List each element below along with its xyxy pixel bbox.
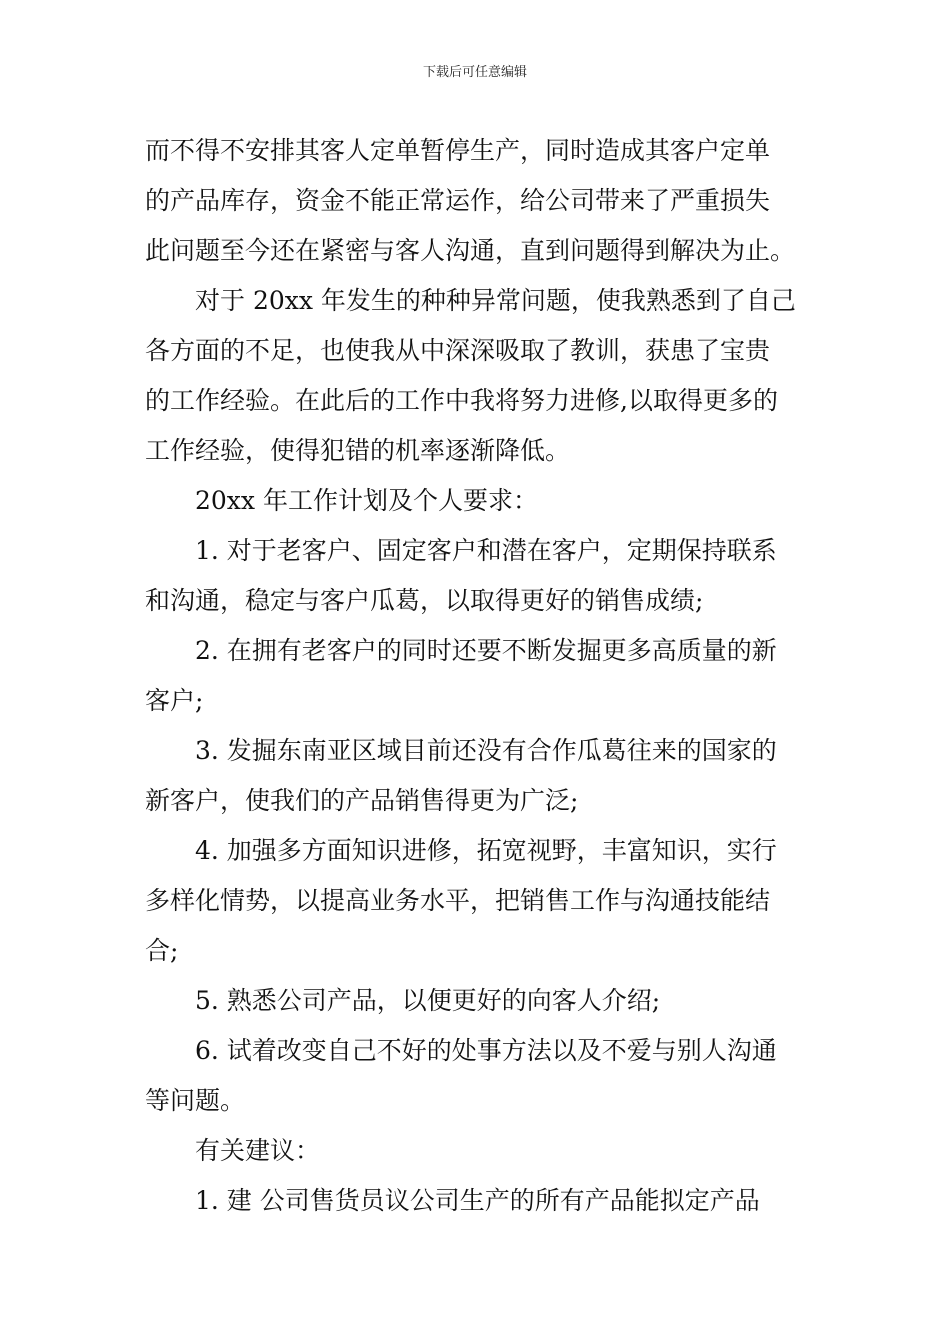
text-line: 和沟通，稳定与客户瓜葛，以取得更好的销售成绩; [145, 586, 704, 615]
text-line: 客户; [145, 686, 204, 715]
page-header-caption: 下载后可任意编辑 [422, 65, 527, 80]
text-line: 各方面的不足，也使我从中深深吸取了教训，获患了宝贵 [145, 336, 771, 365]
text-line: 工作经验，使得犯错的机率逐渐降低。 [145, 436, 571, 465]
text-line: 的产品库存，资金不能正常运作，给公司带来了严重损失 [145, 186, 771, 215]
paragraph-start-line: 对于 20xx 年发生的种种异常问题，使我熟悉到了自己 [195, 286, 796, 315]
document-body [145, 126, 805, 1226]
list-item-2-line: 2. 在拥有老客户的同时还要不断发掘更多高质量的新 [195, 636, 777, 665]
text-line: 而不得不安排其客人定单暂停生产，同时造成其客户定单 [145, 136, 771, 165]
text-line: 等问题。 [145, 1086, 246, 1115]
list-item-6-line: 6. 试着改变自己不好的处事方法以及不爱与别人沟通 [195, 1036, 777, 1065]
list-item-5-line: 5. 熟悉公司产品，以便更好的向客人介绍; [195, 986, 661, 1015]
section-heading-suggestions: 有关建议： [195, 1136, 321, 1165]
list-item-3-line: 3. 发掘东南亚区域目前还没有合作瓜葛往来的国家的 [195, 736, 777, 765]
suggestion-item-1-line: 1. 建 公司售货员议公司生产的所有产品能拟定产品 [195, 1186, 760, 1215]
section-heading-plan: 20xx 年工作计划及个人要求： [195, 486, 538, 515]
text-line: 合; [145, 936, 179, 965]
text-line: 的工作经验。在此后的工作中我将努力进修,以取得更多的 [145, 386, 778, 415]
list-item-4-line: 4. 加强多方面知识进修，拓宽视野，丰富知识，实行 [195, 836, 777, 865]
text-line: 多样化情势，以提高业务水平，把销售工作与沟通技能结 [145, 886, 771, 915]
list-item-1-line: 1. 对于老客户、固定客户和潜在客户，定期保持联系 [195, 536, 777, 565]
text-line: 此问题至今还在紧密与客人沟通，直到问题得到解决为止。 [145, 236, 796, 265]
text-line: 新客户，使我们的产品销售得更为广泛; [145, 786, 579, 815]
